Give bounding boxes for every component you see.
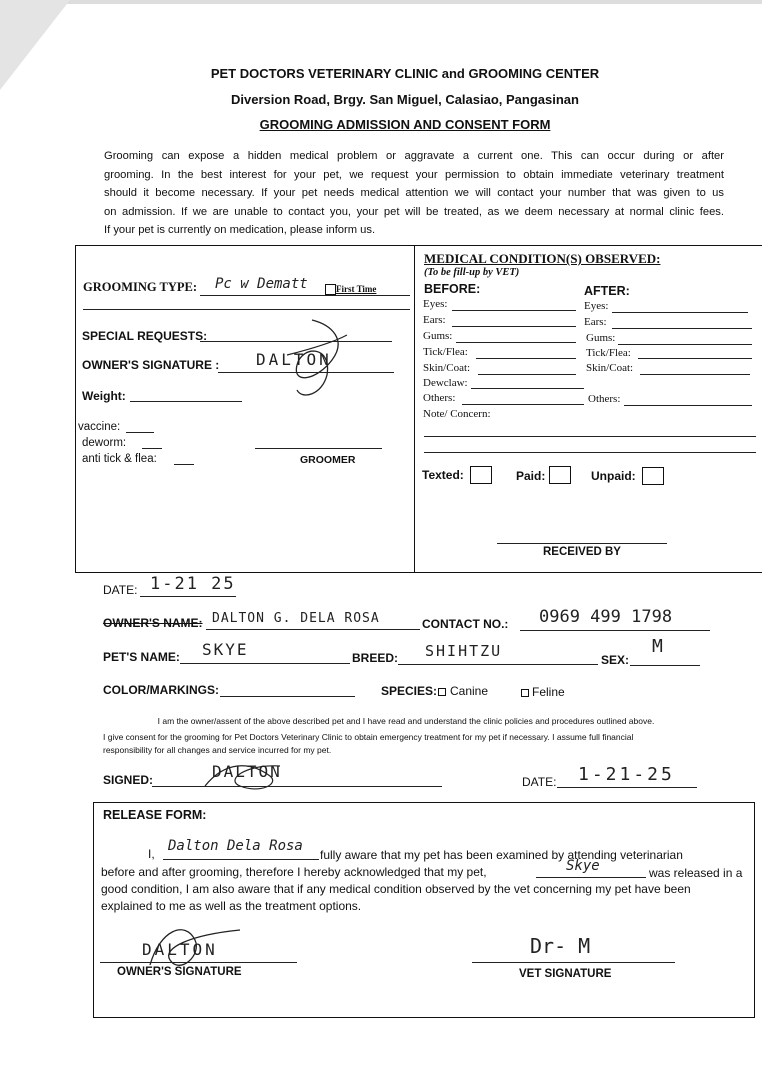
owner-name-line	[206, 629, 420, 630]
release-pet-value: Skye	[566, 858, 600, 874]
intro-line: should it become necessary. If your pet needs medical attention we will contact your number that was given to us	[104, 187, 724, 199]
note-concern: Note/ Concern:	[423, 408, 491, 420]
signed-date-label: DATE:	[522, 775, 557, 789]
release-owner-value: Dalton Dela Rosa	[168, 838, 303, 854]
signed-scribble	[200, 756, 290, 796]
release-title: RELEASE FORM:	[103, 808, 207, 822]
breed-line	[398, 664, 598, 665]
owner-name-value: DALTON G. DELA ROSA	[212, 611, 380, 626]
vet-sig-label: VET SIGNATURE	[519, 968, 612, 980]
special-requests-label: SPECIAL REQUESTS:	[82, 329, 208, 343]
grooming-type-label: GROOMING TYPE:	[83, 280, 198, 294]
antitick-label: anti tick & flea:	[82, 453, 157, 465]
first-time-label: First Time	[336, 284, 377, 294]
release-text-3: was released in a	[649, 866, 743, 880]
intro-line: grooming. In the best interest for your pet, we request your permission to obtain immediate veterinary treatment	[104, 168, 724, 181]
breed-label: BREED:	[352, 651, 399, 665]
after-gums: Gums:	[586, 332, 616, 344]
release-pet-line	[536, 877, 646, 878]
owner-signature-scribble	[272, 315, 362, 405]
grooming-type-line	[200, 295, 410, 296]
release-text-5: explained to me as well as the treatment options.	[101, 899, 362, 913]
form-box-left	[75, 245, 76, 573]
owner-name-label: OWNER'S NAME:	[103, 616, 203, 630]
before-dewclaw: Dewclaw:	[423, 377, 468, 389]
clinic-name: PET DOCTORS VETERINARY CLINIC and GROOMING CENTER	[210, 66, 600, 81]
received-by-label: RECEIVED BY	[543, 546, 621, 558]
feline-label: Feline	[532, 685, 565, 699]
before-dewclaw-line	[471, 388, 584, 389]
release-i-label: I,	[148, 847, 155, 861]
sex-value: M	[652, 636, 663, 657]
intro-line: Grooming can expose a hidden medical problem or aggravate a current one. This can occur during or after	[104, 150, 724, 162]
groomer-label: GROOMER	[300, 454, 356, 466]
canine-label: Canine	[450, 684, 489, 698]
weight-line	[130, 401, 242, 402]
date-label: DATE:	[103, 583, 138, 597]
after-label: AFTER:	[584, 284, 630, 298]
signed-date-line	[557, 787, 697, 788]
before-ears: Ears:	[423, 314, 446, 326]
paid-checkbox[interactable]	[549, 466, 571, 484]
before-others-line	[462, 404, 584, 405]
release-text-4: good condition, I am also aware that if any medical condition observed by the vet concerning my pet have been	[101, 882, 691, 896]
unpaid-label: Unpaid:	[591, 469, 636, 483]
consent-line-3: responsibility for all changes and service incurred for my pet.	[103, 745, 332, 755]
sex-label: SEX:	[601, 653, 630, 667]
canine-checkbox[interactable]	[438, 688, 446, 696]
signed-line	[152, 786, 442, 787]
release-text-1: fully aware that my pet has been examined by attending veterinarian	[320, 848, 683, 862]
owner-sig-label: OWNER'S SIGNATURE	[117, 966, 242, 978]
consent-line-1: I am the owner/assent of the above described pet and I have read and understand the clinic policies and procedures outlined above.	[157, 716, 655, 726]
after-others: Others:	[588, 393, 621, 405]
after-eyes: Eyes:	[584, 300, 609, 312]
release-text-2: before and after grooming, therefore I hereby acknowledged that my pet,	[101, 865, 487, 879]
groomer-line	[255, 448, 382, 449]
before-gums: Gums:	[423, 330, 453, 342]
before-tick: Tick/Flea:	[423, 346, 468, 358]
after-others-line	[624, 405, 752, 406]
signed-date-value: 1-21-25	[578, 764, 675, 785]
scan-shadow-top	[0, 0, 762, 4]
before-tick-line	[476, 358, 576, 359]
color-label: COLOR/MARKINGS:	[103, 683, 219, 697]
medical-title: MEDICAL CONDITION(S) OBSERVED:	[424, 251, 661, 266]
contact-line	[520, 630, 710, 631]
weight-label: Weight:	[82, 389, 126, 403]
after-eyes-line	[612, 312, 748, 313]
intro-line: If your pet is currently on medication, please inform us.	[104, 224, 376, 236]
medical-subtitle: (To be fill-up by VET)	[424, 267, 520, 278]
form-box-top	[75, 245, 762, 246]
note-line-2	[424, 452, 756, 453]
color-line	[220, 696, 355, 697]
before-skin: Skin/Coat:	[423, 362, 471, 374]
clinic-address: Diversion Road, Brgy. San Miguel, Calasiao, Pangasinan	[231, 92, 579, 107]
after-skin-line	[640, 374, 750, 375]
vet-sig-value: Dr- M	[530, 934, 591, 958]
intro-paragraph	[104, 147, 724, 240]
deworm-label: deworm:	[82, 437, 127, 449]
breed-value: SHIHTZU	[425, 642, 503, 660]
before-eyes-line	[452, 310, 576, 311]
intro-line: on admission. If we are unable to contact you, your pet will be treated, as we deem necessary at normal clinic fees.	[104, 205, 724, 218]
form-box-divider	[414, 245, 415, 573]
consent-line-2: I give consent for the grooming for Pet Doctors Veterinary Clinic to obtain emergency treatment for my pet if necessary. I assume full financial	[103, 732, 634, 742]
deworm-line	[142, 448, 162, 449]
feline-checkbox[interactable]	[521, 689, 529, 697]
unpaid-checkbox[interactable]	[642, 467, 664, 485]
texted-checkbox[interactable]	[470, 466, 492, 484]
before-eyes: Eyes:	[423, 298, 448, 310]
release-owner-line	[163, 859, 319, 860]
pet-name-label: PET'S NAME:	[103, 650, 180, 664]
after-gums-line	[618, 344, 752, 345]
owner-sig-value: DALTON	[142, 940, 218, 959]
after-tick: Tick/Flea:	[586, 347, 631, 359]
vaccine-label: vaccine:	[78, 421, 121, 433]
vet-sig-line	[472, 962, 675, 963]
vaccine-line	[126, 432, 154, 433]
before-label: BEFORE:	[424, 282, 481, 296]
after-tick-line	[638, 358, 752, 359]
before-gums-line	[456, 342, 576, 343]
signed-value: DALTON	[212, 762, 282, 781]
form-title: GROOMING ADMISSION AND CONSENT FORM	[259, 117, 551, 132]
contact-value: 0969 499 1798	[539, 607, 673, 627]
pet-name-value: SKYE	[202, 640, 249, 659]
contact-label: CONTACT NO.:	[422, 617, 509, 631]
owner-signature-label: OWNER'S SIGNATURE :	[82, 358, 220, 372]
before-ears-line	[452, 326, 576, 327]
note-line-1	[424, 436, 756, 437]
antitick-line	[174, 464, 194, 465]
grooming-type-value: Pc w Dematt	[215, 276, 308, 292]
before-others: Others:	[423, 392, 456, 404]
species-label: SPECIES:	[381, 684, 438, 698]
after-ears: Ears:	[584, 316, 607, 328]
received-by-line	[497, 543, 667, 544]
before-skin-line	[478, 374, 576, 375]
after-skin: Skin/Coat:	[586, 362, 634, 374]
paid-label: Paid:	[516, 469, 546, 483]
date-value: 1-21 25	[150, 574, 236, 594]
after-ears-line	[612, 328, 752, 329]
owner-signature-value: DALTON	[256, 350, 332, 369]
pet-name-line	[180, 663, 350, 664]
first-time-checkbox[interactable]	[325, 284, 336, 295]
sex-line	[630, 665, 700, 666]
grooming-type-line-2	[83, 309, 410, 310]
date-line	[140, 596, 236, 597]
form-box-bottom	[75, 572, 762, 573]
signed-label: SIGNED:	[103, 773, 154, 787]
texted-label: Texted:	[422, 468, 464, 482]
